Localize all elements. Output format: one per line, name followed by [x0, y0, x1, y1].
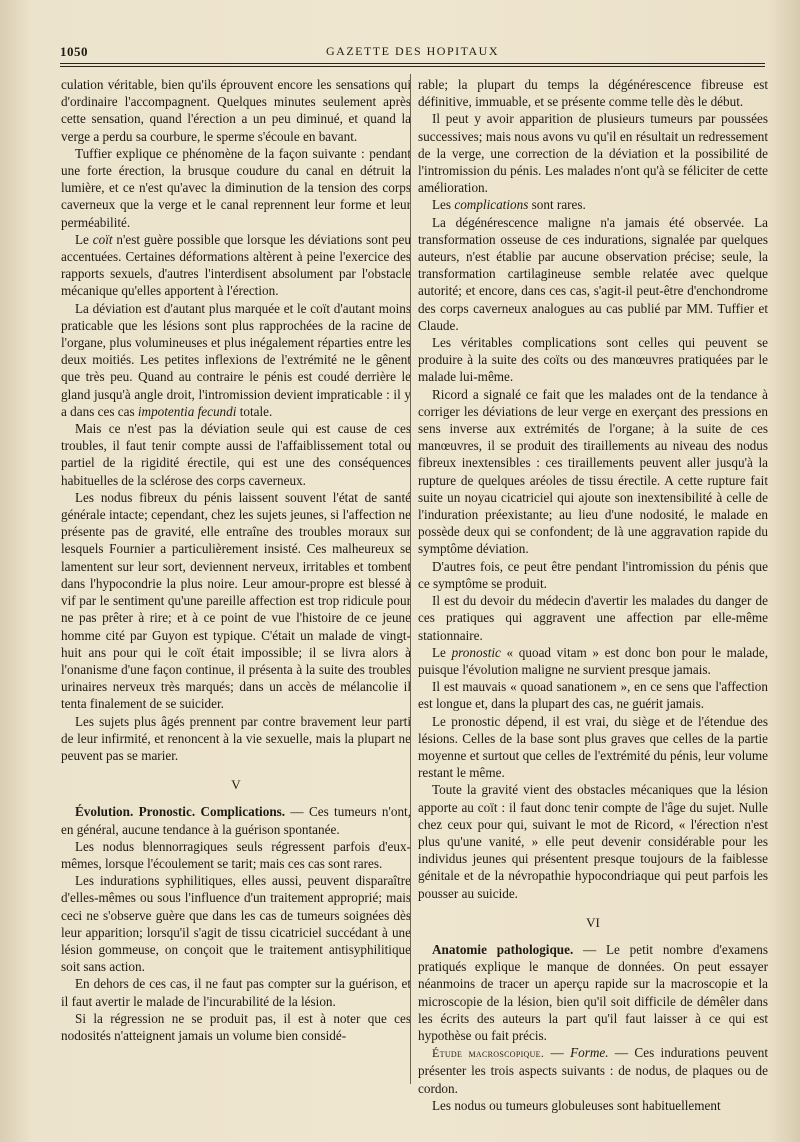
- paragraph: Si la régression ne se produit pas, il est à noter que ces nodosités n'atteignent jamais un volume bien considé-: [61, 1010, 411, 1043]
- paragraph: Les sujets plus âgés prennent par contre bravement leur parti de leur infirmité, et renoncent à la vie sexuelle, mais la plupart ne peuvent pas se marier.: [61, 713, 411, 763]
- paragraph: Toute la gravité vient des obstacles mécaniques que la lésion apporte au coït : il faut donc tenir compte de l'âge du sujet. Nulle chez ceux pour qui, suivant le mot de Ricord, « l'érection n'est plus qu'une vanité, » elle peut devenir considérable pour les individus jeunes qui présentent presque toujours de la faiblesse génitale et de la névropathie hypocondriaque qui peut parfois les pousser au suicide.: [418, 782, 768, 901]
- paragraph: En dehors de ces cas, il ne faut pas compter sur la guérison, et il faut avertir le malade de l'incurabilité de la lésion.: [61, 976, 411, 1009]
- right-column: [418, 76, 768, 1114]
- page-number: 1050: [60, 44, 88, 59]
- paragraph: Les nodus fibreux du pénis laissent souvent l'état de santé générale intacte; cependant, chez les sujets jeunes, si l'affection ne présente pas de gravité, elle entraîne des troubles moraux sur lesquels Fournier a particulièrement insisté. Ces malheureux se lamentent sur leur sort, deviennent nerveux, irritables et tombent dans l'hypocondrie la plus noire. Leur amour-propre est blessé à vif par le sentiment qu'une pareille affection est trop ridicule pour ne pas prêter à rire; et à ce point de vue l'histoire de ce jeune homme cité par Guyon est typique. C'était un malade de vingt-huit ans pour qui le coït était impossible; il se livra alors à l'onanisme d'une façon continue, il présenta à la suite des troubles urinaires nerveux très marqués; dans un accès de mélancolie il tenta finalement de se suicider.: [61, 489, 411, 712]
- paragraph: Les véritables complications sont celles qui peuvent se produire à la suite des coïts ou des manœuvres pratiquées par le malade lui-même.: [418, 335, 768, 385]
- section-number: VI: [586, 914, 600, 930]
- subsection-paragraph: Étude macroscopique. — Forme. — Ces indurations peuvent présenter les trois aspects suivants : de nodus, de plaques ou de cordon.: [418, 1045, 768, 1096]
- section-number: V: [231, 777, 241, 793]
- paragraph: culation véritable, bien qu'ils éprouvent encore les sensations qui d'ordinaire l'accompagnent. Quelques minutes seulement après cette sensation, quand l'érection a un peu diminué, et quand la verge a perdu sa courbure, le sperme s'écoule en bavant.: [61, 77, 411, 144]
- paragraph: rable; la plupart du temps la dégénérescence fibreuse est définitive, immuable, et se présente comme telle dès le début.: [418, 77, 768, 110]
- running-title: GAZETTE DES HOPITAUX: [325, 44, 500, 58]
- paragraph: Il peut y avoir apparition de plusieurs tumeurs par poussées successives; mais nous avons vu qu'il en résultait un redressement de la verge, une correction de la déviation et la possibilité de l'intromission du pénis. Les malades n'ont qu'à se féliciter de cette amélioration.: [418, 111, 768, 196]
- paragraph: Le pronostic dépend, il est vrai, du siège et de l'étendue des lésions. Celles de la base sont plus graves que celles de la partie moyenne et surtout que celles de l'extrémité du pénis, leur volume restant le même.: [418, 713, 768, 781]
- paragraph: La déviation est d'autant plus marquée et le coït d'autant moins praticable que les lésions sont plus rapprochées de la racine de l'organe, plus volumineuses et plus inégalement réparties entre les deux moitiés. Les petites inflexions de l'extrémité ne le gênent que très peu. Quand au contraire le pénis est coudé derrière le gland jusqu'à angle droit, l'intromission devient impraticable : il y a dans ces cas impotentia fecundi totale.: [61, 300, 411, 419]
- column-divider: [410, 74, 411, 1084]
- header-rule-double: [60, 66, 765, 67]
- section-heading-paragraph: Anatomie pathologique. — Le petit nombre d'examens pratiqués explique le manque de données. On peut essayer néanmoins de tracer un aperçu rapide sur la macroscopie et la microscopie de la lésion, bien qu'il soit difficile de démêler dans les écrits des auteurs la part qu'il faut laisser à ce qui est hypothèse ou fait précis.: [418, 941, 768, 1043]
- italic-term: pronostic: [451, 644, 501, 660]
- italic-term: complications: [454, 197, 529, 213]
- italic-term: Forme.: [570, 1045, 609, 1061]
- paragraph: Les nodus ou tumeurs globuleuses sont habituellement: [432, 1097, 721, 1113]
- paragraph: Il est du devoir du médecin d'avertir les malades du danger de ces pratiques qui aggravent une affection par elle-même stationnaire.: [418, 593, 768, 643]
- paragraph: Mais ce n'est pas la déviation seule qui est cause de ces troubles, il faut tenir compte aussi de l'affaiblissement total ou partiel de la rigidité érectile, qui est une des conséquences habituelles de la sclérose des corps caverneux.: [61, 421, 411, 488]
- paragraph: Le coït n'est guère possible que lorsque les déviations sont peu accentuées. Certaines déformations altèrent à peine l'exercice des rapports sexuels, d'autres l'interdisent absolument par l'obstacle mécanique qu'elles apportent à l'érection.: [61, 231, 411, 299]
- section-heading: Anatomie pathologique.: [432, 941, 574, 957]
- paragraph: Ricord a signalé ce fait que les malades ont de la tendance à corriger les déviations de leur verge en exerçant des pressions en sens inverse aux extrémités de l'organe; à la suite de ces manœuvres, il se produit des tiraillements au niveau des nodus fibreux inextensibles : ces tiraillements peuvent aller jusqu'à la rupture de quelques aréoles de tissu érectile. A cette rupture fait suite un noyau cicatriciel qui ajoute son inextensibilité à celle de l'induration préexistante; au lieu d'une nodosité, le malade en possède deux qui se confondent; de là une aggravation rapide du symptôme déviation.: [418, 386, 768, 557]
- paragraph: Les nodus blennorragiques seuls régressent parfois d'eux-mêmes, lorsque l'écoulement se tarit; mais ces cas sont rares.: [61, 838, 411, 871]
- paragraph: Les complications sont rares.: [432, 197, 586, 213]
- paragraph: Tuffier explique ce phénomène de la façon suivante : pendant une forte érection, la brusque coudure du canal en détruit la lumière, et ce n'est qu'avec la diminution de la tension des corps caverneux que la verge et le canal reprennent leur forme et leur perméabilité.: [61, 145, 411, 230]
- section-heading-paragraph: Évolution. Pronostic. Complications. — Ces tumeurs n'ont, en général, aucune tendance à la guérison spontanée.: [61, 804, 411, 837]
- paragraph: Le pronostic « quoad vitam » est donc bon pour le malade, puisque l'évolution maligne ne survient presque jamais.: [418, 644, 768, 677]
- paragraph: Il est mauvais « quoad sanationem », en ce sens que l'affection est longue et, dans la plupart des cas, ne guérit jamais.: [418, 679, 768, 712]
- italic-term: coït: [92, 231, 113, 247]
- left-column: [61, 76, 411, 1044]
- paragraph: La dégénérescence maligne n'a jamais été observée. La transformation osseuse de ces indurations, signalée par quelques auteurs, n'est établie par aucune observation précise; seule, la transformation cartilagineuse semble relatée avec quelque autorité; et encore, dans ces cas, s'agit-il peut-être d'enchondrome des corps caverneux analogues au cas publié par MM. Tuffier et Claude.: [418, 214, 768, 333]
- section-heading: Évolution. Pronostic. Complications.: [75, 804, 286, 820]
- paragraph: Les indurations syphilitiques, elles aussi, peuvent disparaître d'elles-mêmes ou sous l'influence d'un traitement approprié; mais ceci ne s'observe guère que dans les cas de tumeurs soignées dès leur apparition; lorsqu'il s'agit de tissu cicatriciel succédant à une lésion gommeuse, on conçoit que le traitement antisyphilitique soit sans action.: [61, 873, 411, 975]
- page-header: [60, 44, 765, 64]
- italic-term: impotentia fecundi: [137, 403, 237, 419]
- subsection-heading: Étude macroscopique.: [432, 1046, 545, 1061]
- header-rule: [60, 63, 765, 64]
- paragraph: D'autres fois, ce peut être pendant l'intromission du pénis que ce symptôme se produit.: [418, 558, 768, 591]
